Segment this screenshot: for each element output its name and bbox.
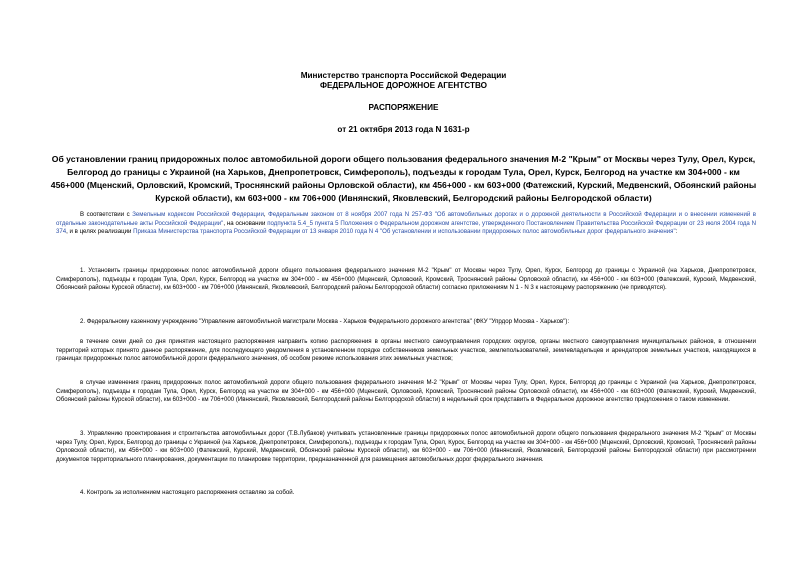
paragraph-4: 4. Контроль за исполнением настоящего распоряжения оставляю за собой.: [80, 489, 295, 496]
document-title: Об установлении границ придорожных полос автомобильной дороги общего пользования федерального значения М-2 "Крым" от Москвы через Тулу, Орел, Курск, Белгород до границы с Украиной (на Харьков, Днепропетровск, Симферополь), подъезды к городам Тула, Орел, Курск, Белгород на участке км 304+000 - км 456+000 (Мценский, Орловский, Кромский, Троснянский районы Орловской области), км 456+000 - км 603+000 (Фатежский, Курский, Медвенский, Обоянский районы Курской области), км 603+000 - км 706+000 (Ивнянский, Яковлевский, Белгородский районы Белгородской области): [50, 154, 757, 203]
document-type: РАСПОРЯЖЕНИЕ: [368, 103, 439, 112]
paragraph-2b: в случае изменения границ придорожных полос автомобильной дороги общего пользования федерального значения М-2 "Крым" от Москвы через Тулу, Орел, Курск, Белгород до границы с Украиной (на Харьков, Днепропетровск, Симферополь), подъезды к городам Тула, Орел, Курск, Белгород на участке км 304+000 - км 456+000 (Мценский, Орловский, Кромский, Троснянский районы Орловской области), км 456+000 - км 603+000 (Фатежский, Курский, Медвенский, Обоянский районы Курской области), км 603+000 - км 706+000 (Ивнянский, Яковлевский, Белгородский районы Белгородской области) в недельный срок представить в Федеральное дорожное агентство предложения о таком изменении.: [56, 379, 756, 404]
intro-text-5: :: [675, 228, 678, 236]
intro-paragraph: [56, 211, 756, 237]
document-date-number: от 21 октября 2013 года N 1631-р: [337, 125, 470, 134]
paragraph-2: 2. Федеральному казенному учреждению "Управление автомобильной магистрали Москва - Харьков Федерального дорожного агентства" (ФКУ "Упрдор Москва - Харьков"):: [80, 318, 570, 325]
order-4-link[interactable]: Приказа Министерства транспорта Российской Федерации от 13 января 2010 года N 4 "Об установлении и использовании придорожных полос автомобильных дорог федерального значения": [133, 228, 676, 236]
intro-text-1: В соответствии с: [80, 211, 133, 218]
land-code-link[interactable]: Земельным кодексом Российской Федерации: [132, 211, 264, 218]
paragraph-2a: в течение семи дней со дня принятия настоящего распоряжения направить копию распоряжения в органы местного самоуправления городских округов, органы местного самоуправления муниципальных районов, в отношении территорий которых принято данное распоряжение, для последующего уведомления в установленном порядке собственников земельных участков, землепользователей, землевладельцев и арендаторов земельных участков, находящихся в границах придорожных полос автомобильной дороги федерального значения, об особом режиме использования этих земельных участков;: [56, 338, 756, 363]
intro-text-4: , и в целях реализации: [66, 228, 134, 236]
regulation-374-link[interactable]: подпункта 5.4_5 пункта 5 Положения о Федеральном дорожном агентстве, утвержденного Постановлением Правительства Российской Федерации от 23 июля 2004 года N 374: [56, 219, 757, 236]
intro-text-3: , на основании: [223, 219, 268, 227]
paragraph-3: 3. Управлению проектирования и строительства автомобильных дорог (Т.В.Лубаков) учитывать установленные границы придорожных полос автомобильной дороги общего пользования федерального значения М-2 "Крым" от Москвы через Тулу, Орел, Курск, Белгород до границы с Украиной (на Харьков, Днепропетровск, Симферополь), подъезды к городам Тула, Орел, Курск, Белгород на участке км 304+000 - км 456+000 (Мценский, Орловский, Кромский, Троснянский районы Орловской области), км 456+000 - км 603+000 (Фатежский, Курский, Медвенский, Обоянский районы Курской области), км 603+000 - км 706+000 (Ивнянский, Яковлевский, Белгородский районы Белгородской области) при рассмотрении документов территориального планирования, документации по планировке территории, предназначенной для размещения автомобильных дорог федерального значения.: [56, 430, 756, 463]
intro-text-2: ,: [263, 211, 269, 218]
federal-law-257-link[interactable]: Федеральным законом от 8 ноября 2007 года N 257-ФЗ "Об автомобильных дорогах и о дорожной деятельности в Российской Федерации и о внесении изменений в отдельные законодательные акты Российской Федерации": [56, 211, 757, 227]
paragraph-1: 1. Установить границы придорожных полос автомобильной дороги общего пользования федерального значения М-2 "Крым" от Москвы через Тулу, Орел, Курск, Белгород до границы с Украиной (на Харьков, Днепропетровск, Симферополь), подъезды к городам Тула, Орел, Курск, Белгород на участке км 304+000 - км 456+000 (Мценский, Орловский, Кромский, Троснянский районы Орловской области), км 456+000 - км 603+000 (Фатежский, Курский, Медвенский, Обоянский районы Курской области), км 603+000 - км 706+000 (Ивнянский, Яковлевский, Белгородский районы Белгородской области) согласно приложениям N 1 - N 3 к настоящему распоряжению (не приводятся).: [56, 267, 756, 292]
ministry-name: Министерство транспорта Российской Федерации: [300, 71, 507, 80]
agency-name: ФЕДЕРАЛЬНОЕ ДОРОЖНОЕ АГЕНТСТВО: [319, 81, 488, 90]
